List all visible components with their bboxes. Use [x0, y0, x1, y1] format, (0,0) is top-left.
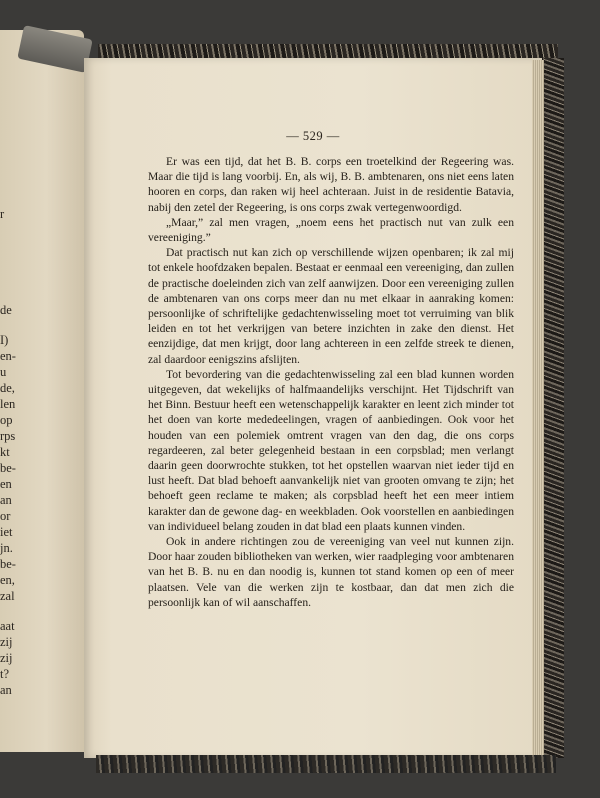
- paragraph: Er was een tijd, dat het B. B. corps een troetelkind der Regeering was. Maar die tijd is lang voorbij. En, als wij, B. B. ambtenaren, ons niet eens laten hooren en corps, dan raken wij heel achteraan. Juist in de residentie Batavia, nabij den zetel der Regeering, is ons corps zwak vertegenwoordigd.: [148, 155, 514, 214]
- marbled-bottom-edge: [96, 755, 556, 773]
- left-fragment: en,: [0, 573, 15, 587]
- left-fragment: op: [0, 413, 13, 427]
- left-fragment: len: [0, 397, 16, 411]
- left-fragment: zal: [0, 589, 15, 603]
- left-fragment: en: [0, 477, 12, 491]
- page-stack-edge: [532, 60, 544, 756]
- book-page: [84, 58, 542, 758]
- left-fragment: en-: [0, 349, 16, 363]
- left-page: [0, 30, 84, 752]
- left-fragment: an: [0, 493, 12, 507]
- left-fragment: or: [0, 509, 11, 523]
- left-fragment: de: [0, 303, 12, 317]
- left-fragment: iet: [0, 525, 13, 539]
- left-fragment: kt: [0, 445, 10, 459]
- left-fragment: be-: [0, 557, 16, 571]
- left-fragment: an: [0, 683, 12, 697]
- left-fragment: u: [0, 365, 7, 379]
- left-fragment: r: [0, 207, 5, 221]
- page-number: — 529 —: [286, 129, 340, 143]
- left-fragment: aat: [0, 619, 15, 633]
- left-fragment: rps: [0, 429, 16, 443]
- left-fragment: de,: [0, 381, 15, 395]
- paragraph: Ook in andere richtingen zou de vereeniging van veel nut kunnen zijn. Door haar zouden bibliotheken van werken, wier raadpleging voor ambtenaren van het B. B. nu en dan noodig is, kunnen tot stand komen op een of meer plaatsen. Vele van die werken zijn te kostbaar, dan dat men zich die persoonlijk kan of wil aanschaffen.: [148, 535, 514, 609]
- left-fragment: zij: [0, 651, 13, 665]
- left-fragment: be-: [0, 461, 16, 475]
- left-fragment: t?: [0, 667, 10, 681]
- left-fragment: jn.: [0, 541, 13, 555]
- marbled-side-edge: [544, 58, 564, 758]
- paragraph: „Maar,” zal men vragen, „noem eens het practisch nut van zulk een vereeniging.”: [148, 215, 514, 245]
- left-fragment: zij: [0, 635, 13, 649]
- paragraph: Dat practisch nut kan zich op verschillende wijzen openbaren; ik zal mij tot enkele hoofdzaken bepalen. Bestaat er eenmaal een vereeniging, dan zullen de practische doeleinden zich van zelf aanwijzen. Door een vereeniging zullen de ambtenaren van ons corps meer dan nu met elkaar in aanraking komen: persoonlijke of schriftelijke gedachtenwisseling moet tot verruiming van blik leiden en tot het verkrijgen van betere inzichten in zake den dienst. Het eenzijdige, dat men krijgt, door lang achtereen in een zelfde streek te dienen, zal daardoor eenigszins afslijten.: [148, 246, 514, 366]
- left-fragment: I): [0, 333, 9, 347]
- paragraph: Tot bevordering van die gedachtenwisseling zal een blad kunnen worden uitgegeven, dat wekelijks of halfmaandelijks verschijnt. Het Tijdschrift van het Binn. Bestuur heeft een wetenschappelijk karakter en leent zich minder tot het doen van korte mededeelingen, vragen of aanbiedingen. Ook voor het houden van een polemiek omtrent vragen van den dag, die ons corps regardeeren, zal beter gelegenheid bestaan in een corpsblad; men verlangt daarin geen doorwrochte stukken, tot het opstellen waarvan niet ieder tijd en lust heeft. Dat blad behoeft aanvankelijk niet van grooten omvang te zijn; het behoeft geen reclame te maken; als corpsblad heeft het een meer intiem karakter dan de gewone dag- en weekbladen. Ook voorstellen en aanbiedingen van individueel belang zouden in dat blad een plaats kunnen vinden.: [148, 367, 514, 533]
- page-body: [148, 154, 514, 610]
